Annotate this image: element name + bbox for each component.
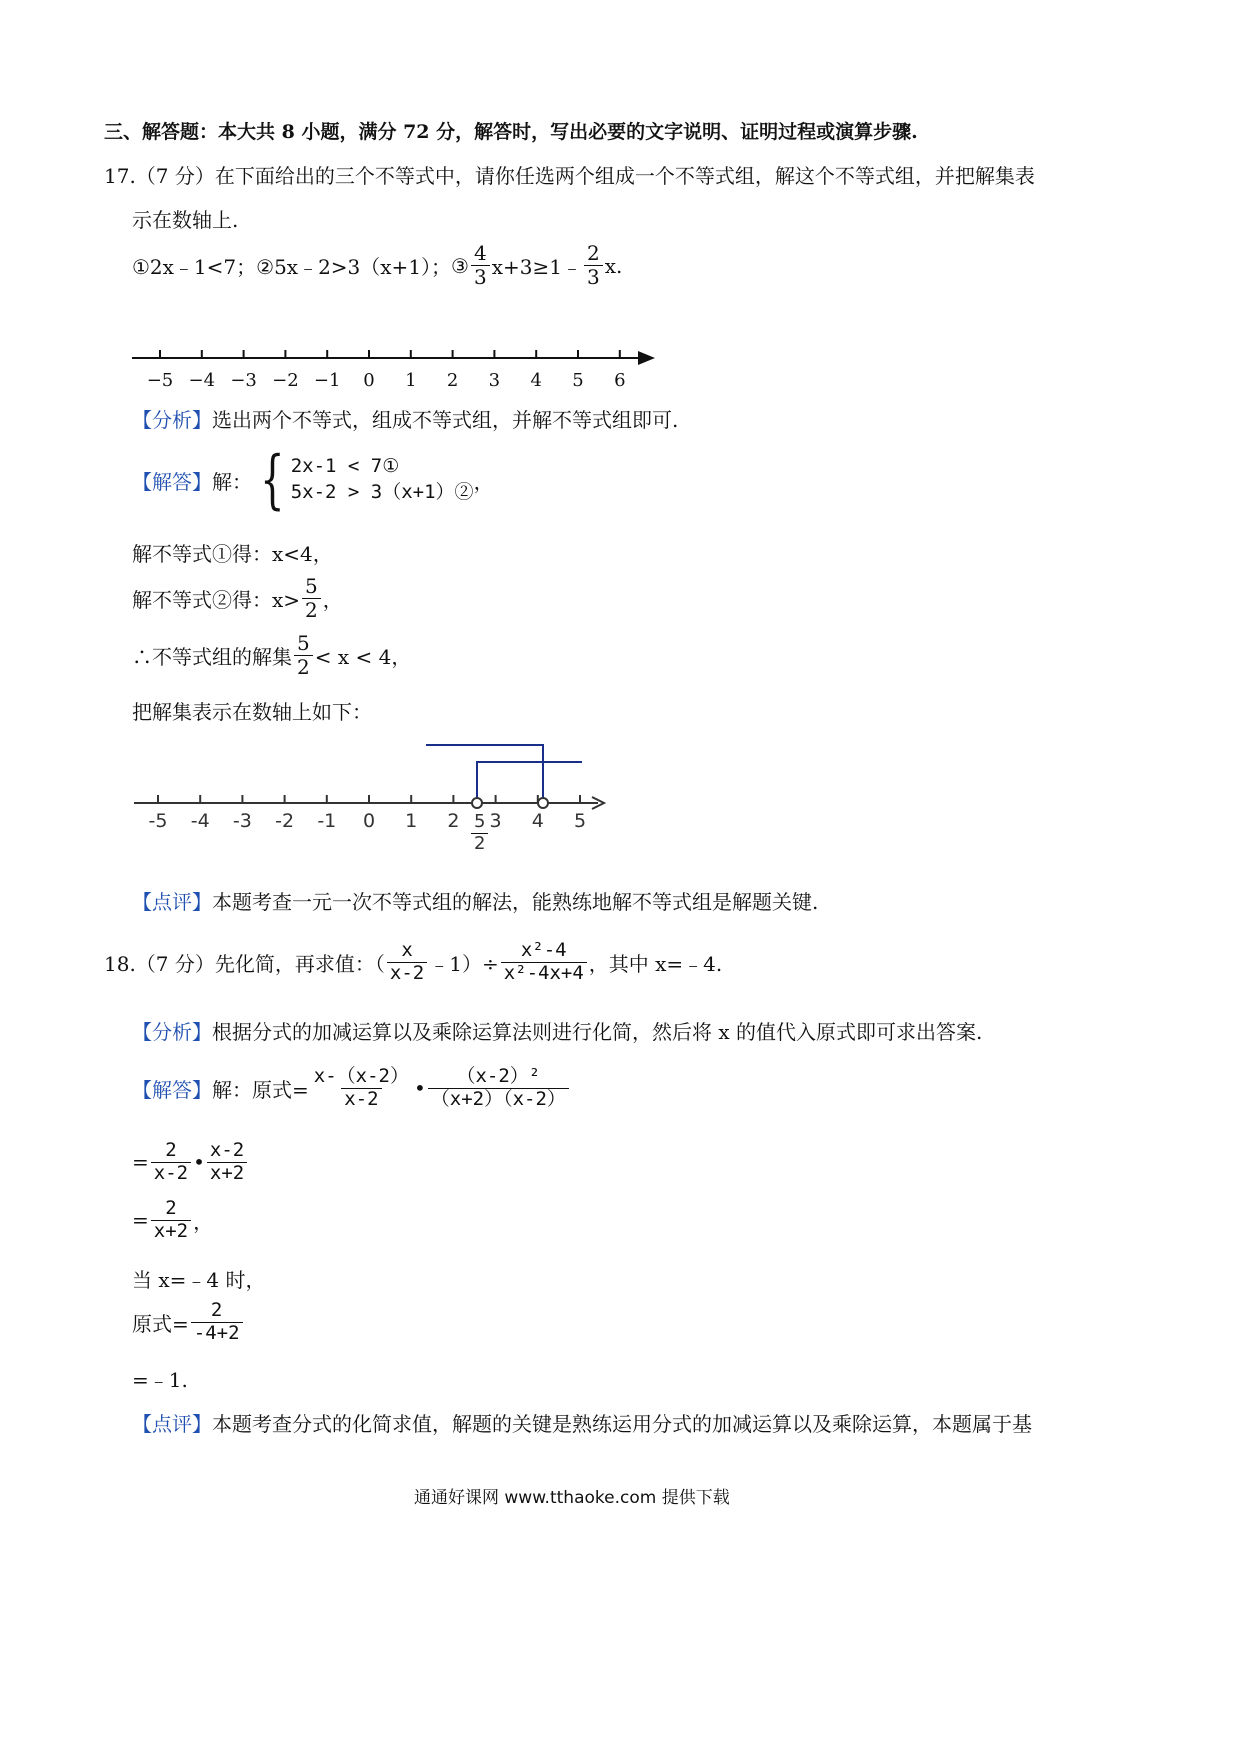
left-brace-icon: { [260, 443, 285, 517]
analysis-tag: 【分析】 [132, 408, 212, 432]
system-tail: ， [473, 469, 494, 494]
axis-tick-label: 0 [363, 370, 375, 391]
q18-result: =﹣1. [132, 1368, 188, 1392]
inequality-2: ②5x﹣2>3（x+1）； [256, 255, 452, 279]
q17-review [132, 886, 818, 915]
axis-tick-label: 1 [405, 370, 417, 391]
axis-tick-label: 6 [614, 370, 626, 391]
system-line-2: 5x-2 > 3（x+1）② [290, 481, 474, 503]
axis-tick-label: −4 [188, 370, 216, 391]
axis-tick-label: −3 [230, 370, 257, 391]
analysis-text: 根据分式的加减运算以及乘除运算法则进行化简，然后将 x 的值代入原式即可求出答案. [212, 1020, 983, 1044]
inequality-system [252, 443, 474, 517]
step-3-fraction: $\frac{5}{2}$ [294, 632, 313, 679]
review-text: 本题考查一元一次不等式组的解法，能熟练地解不等式组是解题关键. [212, 890, 819, 914]
axis-tick-label: -4 [190, 810, 210, 832]
answer-lead: 解： [212, 469, 252, 494]
answer-fraction-b1: $\frac{2}{x-2}$ [151, 1140, 191, 1185]
axis2-fraction-label: $\frac{5}{2}$ [471, 812, 488, 854]
axis-tick-label: 3 [489, 810, 502, 832]
axis-tick-label: 2 [446, 370, 459, 391]
answer-fraction-b2: $\frac{x-2}{x+2}$ [207, 1140, 247, 1185]
q17-prompt-1: 在下面给出的三个不等式中，请你任选两个组成一个不等式组，解这个不等式组，并把解集表 [214, 164, 1035, 188]
q17-step-1: 解不等式①得：x<4， [132, 542, 333, 566]
answer-tag: 【解答】 [132, 469, 212, 494]
axis-tick-label: 1 [405, 810, 418, 832]
number-line-solution [120, 735, 620, 875]
axis-tick-label: -3 [232, 810, 252, 832]
inequality-3-suffix: x. [604, 253, 623, 278]
q18-analysis [132, 1016, 982, 1045]
axis-tick-label: −5 [146, 370, 174, 391]
q17-step-4: 把解集表示在数轴上如下： [132, 700, 372, 724]
q17-prompt-line-1 [104, 160, 1035, 189]
inequality-3-fraction-2: $\frac{2}{3}$ [584, 242, 603, 289]
system-line-1: 2x-1 < 7① [290, 455, 400, 478]
q17-prompt-2: 示在数轴上. [132, 208, 239, 232]
q18-answer-line-4: 原式= $\frac{2}{-4+2}$ [132, 1300, 245, 1345]
q18-answer-line-1: 【解答】 解：原式= $\frac{x-(x-2)}{x-2}$ • $\frac{\text{（x-2）²}}{(x+2)(x-2)}$ [132, 1066, 571, 1111]
axis-tick-label: 5 [573, 810, 587, 832]
axis-tick-label: −1 [313, 370, 341, 391]
section-heading: 三、解答题：本大共 8 小题，满分 72 分，解答时，写出必要的文字说明、证明过程或演算步骤. [104, 121, 918, 143]
step-2-fraction: $\frac{5}{2}$ [302, 575, 321, 622]
axis-tick-label: −2 [272, 370, 299, 391]
q18-fraction-1: $\frac{x}{x-2}$ [387, 940, 427, 985]
inequality-3-fraction: $\frac{4}{3}$ [471, 242, 490, 289]
solution-bracket-x-lt-4 [426, 745, 543, 803]
q17-answer-system [132, 443, 494, 517]
q18-number: 18.（7 分） [104, 951, 215, 976]
q17-step-3: ∴不等式组的解集 $\frac{5}{2}$ < x < 4， [132, 631, 412, 679]
analysis-text: 选出两个不等式，组成不等式组，并解不等式组即可. [212, 408, 679, 432]
answer-fraction-c: $\frac{2}{x+2}$ [151, 1198, 191, 1243]
axis-tick-label: 4 [530, 370, 542, 391]
answer-fraction-a1: $\frac{x-(x-2)}{x-2}$ [313, 1065, 409, 1110]
review-tag: 【点评】 [132, 890, 212, 914]
axis-tick-label: -1 [317, 810, 337, 832]
review-tag: 【点评】 [132, 1412, 212, 1436]
q17-analysis [132, 404, 678, 433]
answer-tag: 【解答】 [132, 1077, 212, 1102]
inequality-3-prefix: ③ [451, 253, 469, 278]
q18-fraction-2: $\frac{\text{x²-4}}{\text{x²-4x+4}}$ [501, 940, 587, 985]
review-text: 本题考查分式的化简求值，解题的关键是熟练运用分式的加减运算以及乘除运算，本题属于基 [212, 1412, 1032, 1436]
axis-tick-label: 2 [447, 810, 460, 832]
q18-review [132, 1408, 1032, 1437]
q18-answer-line-3: = $\frac{2}{x+2}$ ， [132, 1197, 214, 1242]
q17-step-2: 解不等式②得：x> $\frac{5}{2}$ ， [132, 574, 343, 622]
axis-tick-label: 5 [572, 370, 584, 391]
axis-tick-label: 3 [488, 370, 501, 391]
open-point-4 [538, 798, 548, 808]
solution-bracket-x-gt-5-2 [477, 762, 582, 803]
inequality-3-middle: x+3≥1﹣ [491, 255, 582, 279]
page-footer: 通通好课网 www.tthaoke.com 提供下载 [414, 1488, 730, 1508]
analysis-tag: 【分析】 [132, 1020, 212, 1044]
axis-tick-label: -5 [148, 810, 168, 832]
answer-fraction-d: $\frac{2}{-4+2}$ [191, 1300, 243, 1345]
axis-tick-label: -2 [275, 810, 295, 832]
q18-answer-line-2: = $\frac{2}{x-2}$ • $\frac{x-2}{x+2}$ [132, 1140, 249, 1185]
axis-tick-label: 0 [362, 810, 376, 832]
inequality-1: ①2x﹣1<7； [132, 255, 257, 279]
q18-prompt: 18.（7 分） 先化简，再求值：（ $\frac{x}{x-2}$ ﹣1）÷ $\frac{\text{x²-4}}{\text{x²-4x+4}}$ ，其中 x=﹣4. [104, 939, 723, 984]
answer-fraction-a2: $\frac{\text{（x-2）²}}{(x+2)(x-2)}$ [428, 1066, 569, 1111]
number-line-blank [120, 340, 680, 400]
axis-tick-label: 4 [531, 810, 544, 832]
q17-number: 17.（7 分） [104, 164, 215, 188]
open-point-5-2 [472, 798, 482, 808]
q17-inequalities [132, 242, 622, 289]
q18-when: 当 x=﹣4 时， [132, 1268, 266, 1292]
